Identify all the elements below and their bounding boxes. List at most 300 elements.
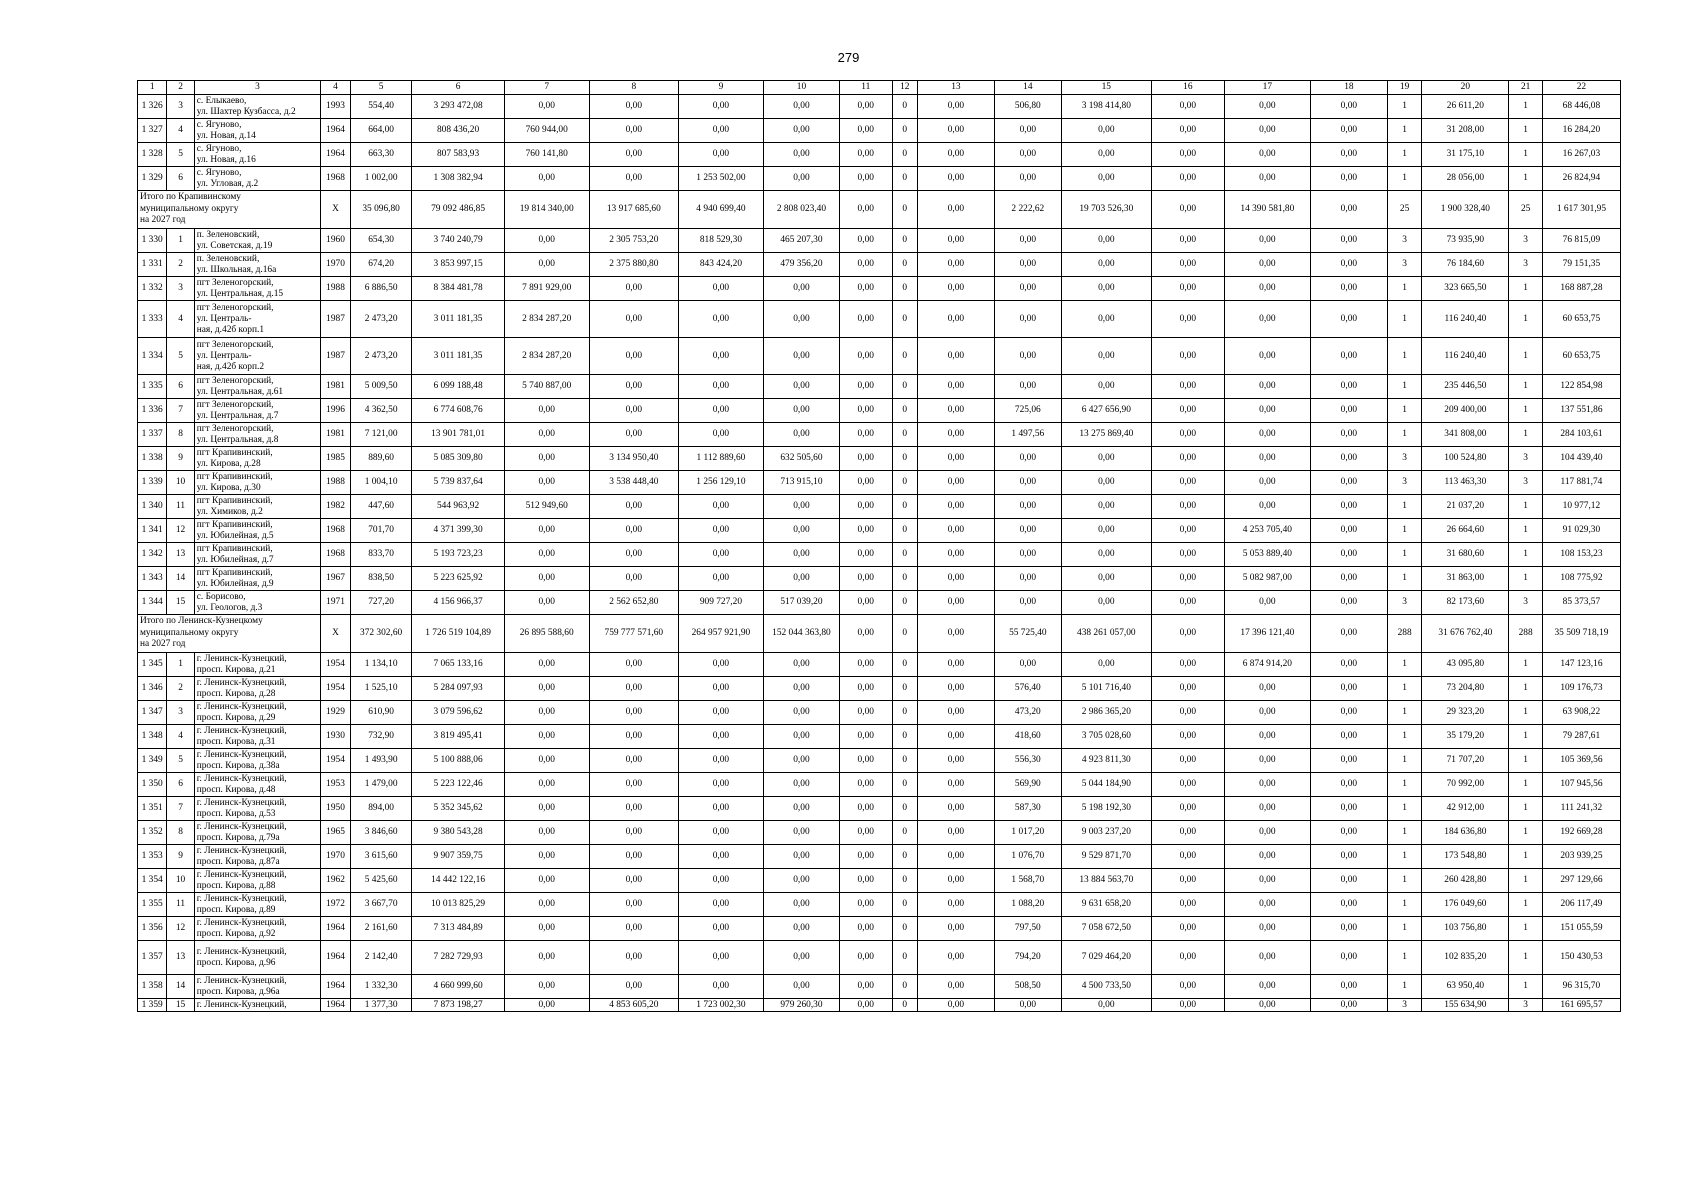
table-row — [138, 543, 1621, 567]
table-cell: 0,00 — [763, 277, 839, 301]
table-cell: 1 134,10 — [350, 653, 412, 677]
table-cell: 13 — [167, 941, 194, 975]
table-cell: 0,00 — [504, 917, 589, 941]
table-cell: 5 193 723,23 — [412, 543, 504, 567]
table-cell: 0,00 — [589, 653, 678, 677]
table-cell: 0,00 — [917, 567, 994, 591]
table-cell: 0,00 — [504, 975, 589, 999]
table-cell: 0,00 — [1310, 615, 1387, 653]
table-cell: 0,00 — [1310, 869, 1387, 893]
table-cell: 909 727,20 — [678, 591, 763, 615]
table-cell: 7 313 484,89 — [412, 917, 504, 941]
table-cell: 0 — [892, 591, 917, 615]
table-cell: 0,00 — [589, 975, 678, 999]
table-cell: 0,00 — [763, 917, 839, 941]
table-cell: 0,00 — [504, 167, 589, 191]
row-number-cell: 1 344 — [138, 591, 167, 615]
table-cell: 0,00 — [917, 845, 994, 869]
table-cell: 1 568,70 — [994, 869, 1061, 893]
table-cell: 0,00 — [1224, 399, 1310, 423]
row-number-cell: 1 351 — [138, 797, 167, 821]
table-cell: 105 369,56 — [1542, 749, 1620, 773]
table-cell: 1950 — [321, 797, 350, 821]
table-cell: 0,00 — [504, 95, 589, 119]
table-cell: 1 — [1509, 749, 1542, 773]
table-cell: 0,00 — [1224, 773, 1310, 797]
table-cell: 0,00 — [917, 423, 994, 447]
table-cell: 0 — [892, 301, 917, 338]
table-cell: 1987 — [321, 301, 350, 338]
table-cell: 137 551,86 — [1542, 399, 1620, 423]
table-cell: 760 141,80 — [504, 143, 589, 167]
table-cell: 610,90 — [350, 701, 412, 725]
table-cell: 1 — [1509, 567, 1542, 591]
table-cell: 0,00 — [1310, 543, 1387, 567]
table-cell: 1982 — [321, 495, 350, 519]
table-cell: 0,00 — [1151, 701, 1224, 725]
table-cell: 31 208,00 — [1422, 119, 1509, 143]
table-cell: 42 912,00 — [1422, 797, 1509, 821]
table-cell: 3 — [1509, 253, 1542, 277]
column-header: 16 — [1151, 81, 1224, 95]
table-cell: 0,00 — [1224, 845, 1310, 869]
table-cell: 0,00 — [839, 797, 892, 821]
table-cell: 111 241,32 — [1542, 797, 1620, 821]
table-cell: 663,30 — [350, 143, 412, 167]
table-cell: 1996 — [321, 399, 350, 423]
table-cell: 3 667,70 — [350, 893, 412, 917]
table-cell: 0,00 — [589, 701, 678, 725]
table-cell: 0,00 — [504, 543, 589, 567]
table-cell: 3 740 240,79 — [412, 229, 504, 253]
table-cell: 0,00 — [1224, 591, 1310, 615]
table-cell: 1 — [167, 229, 194, 253]
table-row — [138, 143, 1621, 167]
table-cell: 1964 — [321, 143, 350, 167]
table-cell: 0,00 — [678, 677, 763, 701]
table-cell: 0,00 — [1310, 229, 1387, 253]
table-cell: 0,00 — [1151, 725, 1224, 749]
table-cell: 0,00 — [1310, 167, 1387, 191]
address-cell: с. Ягуново, ул. Новая, д.14 — [194, 119, 321, 143]
table-cell: 0,00 — [678, 773, 763, 797]
table-cell: 13 — [167, 543, 194, 567]
table-cell: 1 — [167, 653, 194, 677]
table-cell: 31 680,60 — [1422, 543, 1509, 567]
table-cell: 0,00 — [504, 519, 589, 543]
table-cell: 0,00 — [1224, 701, 1310, 725]
table-cell: 13 901 781,01 — [412, 423, 504, 447]
table-cell: 0,00 — [504, 591, 589, 615]
table-cell: 0,00 — [763, 677, 839, 701]
table-cell: 632 505,60 — [763, 447, 839, 471]
table-cell: 3 538 448,40 — [589, 471, 678, 495]
table-cell: 0,00 — [1310, 893, 1387, 917]
table-cell: 0,00 — [994, 375, 1061, 399]
table-cell: 0,00 — [917, 519, 994, 543]
row-number-cell: 1 358 — [138, 975, 167, 999]
column-header: 20 — [1422, 81, 1509, 95]
table-cell: 0,00 — [917, 301, 994, 338]
table-cell: 0,00 — [917, 821, 994, 845]
table-cell: 55 725,40 — [994, 615, 1061, 653]
table-cell: 0,00 — [1151, 567, 1224, 591]
table-cell: 9 907 359,75 — [412, 845, 504, 869]
table-cell: 3 079 596,62 — [412, 701, 504, 725]
table-cell: 109 176,73 — [1542, 677, 1620, 701]
table-cell: 2 142,40 — [350, 941, 412, 975]
table-cell: 0,00 — [839, 821, 892, 845]
table-cell: 0,00 — [1224, 301, 1310, 338]
table-row — [138, 893, 1621, 917]
table-cell: 0,00 — [1151, 143, 1224, 167]
table-cell: 15 — [167, 999, 194, 1012]
table-cell: 6 — [167, 167, 194, 191]
table-row — [138, 495, 1621, 519]
table-row — [138, 229, 1621, 253]
table-cell: 0,00 — [1151, 845, 1224, 869]
column-header: 13 — [917, 81, 994, 95]
table-row — [138, 447, 1621, 471]
table-cell: 2 222,62 — [994, 191, 1061, 229]
table-cell: 0,00 — [1310, 95, 1387, 119]
row-number-cell: 1 337 — [138, 423, 167, 447]
address-cell: г. Ленинск-Кузнецкий, просп. Кирова, д.29 — [194, 701, 321, 725]
table-cell: 0,00 — [917, 167, 994, 191]
row-number-cell: 1 334 — [138, 338, 167, 375]
table-cell: 11 — [167, 893, 194, 917]
table-cell: 1 — [1509, 797, 1542, 821]
total-label: Итого по Крапивинскому муниципальному округу на 2027 год — [138, 191, 321, 229]
table-cell: 3 615,60 — [350, 845, 412, 869]
table-cell: 0 — [892, 869, 917, 893]
table-cell: 0,00 — [763, 845, 839, 869]
table-cell: 0,00 — [1310, 701, 1387, 725]
address-cell: г. Ленинск-Кузнецкий, — [194, 999, 321, 1012]
table-cell: 2 473,20 — [350, 338, 412, 375]
table-cell: 0,00 — [994, 999, 1061, 1012]
table-cell: 3 011 181,35 — [412, 338, 504, 375]
address-cell: пгт Крапивинский, ул. Юбилейная, д.7 — [194, 543, 321, 567]
row-number-cell: 1 346 — [138, 677, 167, 701]
table-cell: 0,00 — [1310, 375, 1387, 399]
table-cell: 0,00 — [678, 423, 763, 447]
table-cell: 1 497,56 — [994, 423, 1061, 447]
table-cell: X — [321, 191, 350, 229]
table-cell: 0,00 — [678, 701, 763, 725]
table-cell: 5 425,60 — [350, 869, 412, 893]
table-cell: 5 082 987,00 — [1224, 567, 1310, 591]
column-header: 11 — [839, 81, 892, 95]
table-cell: 512 949,60 — [504, 495, 589, 519]
table-cell: 3 134 950,40 — [589, 447, 678, 471]
table-cell: 0,00 — [994, 229, 1061, 253]
table-cell: 0,00 — [589, 301, 678, 338]
table-cell: 1954 — [321, 653, 350, 677]
table-cell: 0,00 — [1310, 338, 1387, 375]
table-cell: 1968 — [321, 543, 350, 567]
table-row — [138, 917, 1621, 941]
table-cell: 13 917 685,60 — [589, 191, 678, 229]
table-cell: 0,00 — [678, 495, 763, 519]
table-cell: 0,00 — [839, 567, 892, 591]
table-cell: 0,00 — [917, 447, 994, 471]
table-cell: 1 — [1387, 749, 1421, 773]
table-cell: 147 123,16 — [1542, 653, 1620, 677]
table-cell: 1 — [1509, 975, 1542, 999]
address-cell: пгт Крапивинский, ул. Юбилейная, д.5 — [194, 519, 321, 543]
table-cell: 0,00 — [1224, 725, 1310, 749]
table-cell: 1953 — [321, 773, 350, 797]
table-cell: 7 282 729,93 — [412, 941, 504, 975]
table-cell: 0,00 — [678, 917, 763, 941]
table-cell: 1 — [1509, 119, 1542, 143]
table-row — [138, 423, 1621, 447]
column-header: 21 — [1509, 81, 1542, 95]
table-cell: 0,00 — [839, 749, 892, 773]
address-cell: г. Ленинск-Кузнецкий, просп. Кирова, д.38а — [194, 749, 321, 773]
table-cell: 25 — [1509, 191, 1542, 229]
table-cell: 0,00 — [839, 773, 892, 797]
table-cell: 14 442 122,16 — [412, 869, 504, 893]
table-cell: 0 — [892, 797, 917, 821]
table-row — [138, 567, 1621, 591]
table-cell: 0 — [892, 399, 917, 423]
table-cell: 0 — [892, 167, 917, 191]
table-cell: 0,00 — [763, 399, 839, 423]
table-cell: 0,00 — [1061, 591, 1151, 615]
table-cell: 5 — [167, 338, 194, 375]
table-cell: 2 — [167, 253, 194, 277]
table-cell: 894,00 — [350, 797, 412, 821]
table-cell: 0,00 — [917, 543, 994, 567]
table-cell: 1981 — [321, 423, 350, 447]
table-cell: 1962 — [321, 869, 350, 893]
table-cell: 1 — [1509, 95, 1542, 119]
table-cell: 1 617 301,95 — [1542, 191, 1620, 229]
total-label: Итого по Ленинск-Кузнецкому муниципальному округу на 2027 год — [138, 615, 321, 653]
table-cell: 0,00 — [1151, 917, 1224, 941]
table-cell: 1971 — [321, 591, 350, 615]
table-cell: 1968 — [321, 167, 350, 191]
table-cell: 0,00 — [917, 229, 994, 253]
table-cell: 1 723 002,30 — [678, 999, 763, 1012]
table-cell: 1954 — [321, 749, 350, 773]
table-body — [138, 95, 1621, 1012]
table-cell: 0,00 — [1061, 338, 1151, 375]
table-cell: 108 775,92 — [1542, 567, 1620, 591]
table-cell: 0,00 — [917, 338, 994, 375]
table-cell: 979 260,30 — [763, 999, 839, 1012]
row-number-cell: 1 352 — [138, 821, 167, 845]
table-cell: 3 — [167, 701, 194, 725]
table-cell: 0,00 — [763, 821, 839, 845]
table-cell: 2 305 753,20 — [589, 229, 678, 253]
table-cell: 1 — [1509, 375, 1542, 399]
table-cell: 0,00 — [763, 519, 839, 543]
address-cell: г. Ленинск-Кузнецкий, просп. Кирова, д.88 — [194, 869, 321, 893]
table-cell: 0,00 — [1151, 375, 1224, 399]
row-number-cell: 1 332 — [138, 277, 167, 301]
table-cell: 2 — [167, 677, 194, 701]
table-cell: 0,00 — [1151, 167, 1224, 191]
table-cell: 5 223 625,92 — [412, 567, 504, 591]
table-cell: 818 529,30 — [678, 229, 763, 253]
table-cell: 0,00 — [589, 167, 678, 191]
table-cell: 12 — [167, 519, 194, 543]
table-cell: 29 323,20 — [1422, 701, 1509, 725]
table-cell: 1 076,70 — [994, 845, 1061, 869]
table-cell: 0,00 — [1310, 143, 1387, 167]
table-cell: 0,00 — [1061, 999, 1151, 1012]
table-cell: 1 256 129,10 — [678, 471, 763, 495]
table-cell: 1 002,00 — [350, 167, 412, 191]
table-cell: 0,00 — [589, 797, 678, 821]
table-cell: 1972 — [321, 893, 350, 917]
row-number-cell: 1 327 — [138, 119, 167, 143]
table-cell: 14 — [167, 975, 194, 999]
table-cell: 0,00 — [1224, 797, 1310, 821]
table-cell: 0,00 — [1151, 301, 1224, 338]
row-number-cell: 1 340 — [138, 495, 167, 519]
table-cell: 0,00 — [589, 399, 678, 423]
table-row — [138, 869, 1621, 893]
table-cell: 1985 — [321, 447, 350, 471]
table-cell: 0,00 — [678, 543, 763, 567]
table-cell: 173 548,80 — [1422, 845, 1509, 869]
table-cell: 3 819 495,41 — [412, 725, 504, 749]
table-cell: 0,00 — [1061, 301, 1151, 338]
table-cell: 0,00 — [1061, 567, 1151, 591]
table-cell: 0,00 — [1151, 519, 1224, 543]
table-row — [138, 119, 1621, 143]
table-cell: 0,00 — [589, 423, 678, 447]
row-number-cell: 1 347 — [138, 701, 167, 725]
table-cell: 0,00 — [1224, 167, 1310, 191]
table-cell: 0,00 — [1224, 893, 1310, 917]
table-cell: 35 509 718,19 — [1542, 615, 1620, 653]
table-cell: 113 463,30 — [1422, 471, 1509, 495]
table-cell: 4 660 999,60 — [412, 975, 504, 999]
table-cell: 28 056,00 — [1422, 167, 1509, 191]
table-cell: 0 — [892, 143, 917, 167]
table-cell: 0,00 — [1310, 567, 1387, 591]
table-cell: 264 957 921,90 — [678, 615, 763, 653]
table-cell: 0,00 — [994, 567, 1061, 591]
table-cell: 0,00 — [917, 615, 994, 653]
table-cell: 808 436,20 — [412, 119, 504, 143]
table-cell: 0,00 — [504, 869, 589, 893]
table-cell: 0,00 — [1310, 749, 1387, 773]
table-cell: 0,00 — [839, 253, 892, 277]
table-cell: 4 371 399,30 — [412, 519, 504, 543]
table-cell: 79 151,35 — [1542, 253, 1620, 277]
table-cell: 117 881,74 — [1542, 471, 1620, 495]
table-cell: 0,00 — [504, 941, 589, 975]
table-cell: 4 853 605,20 — [589, 999, 678, 1012]
table-cell: 438 261 057,00 — [1061, 615, 1151, 653]
table-cell: 79 092 486,85 — [412, 191, 504, 229]
table-cell: 889,60 — [350, 447, 412, 471]
table-cell: 0,00 — [917, 917, 994, 941]
table-cell: 0,00 — [1310, 253, 1387, 277]
table-cell: 1988 — [321, 471, 350, 495]
table-cell: 43 095,80 — [1422, 653, 1509, 677]
table-cell: 1 — [1509, 845, 1542, 869]
table-cell: 3 853 997,15 — [412, 253, 504, 277]
table-cell: 0,00 — [589, 725, 678, 749]
address-cell: г. Ленинск-Кузнецкий, просп. Кирова, д.96а — [194, 975, 321, 999]
table-cell: 1 004,10 — [350, 471, 412, 495]
table-row — [138, 749, 1621, 773]
address-cell: с. Ягуново, ул. Угловая, д.2 — [194, 167, 321, 191]
table-cell: 0,00 — [839, 301, 892, 338]
table-cell: 0,00 — [1151, 773, 1224, 797]
table-cell: 0 — [892, 519, 917, 543]
table-cell: 0,00 — [1224, 975, 1310, 999]
table-cell: 0,00 — [763, 701, 839, 725]
table-cell: 0,00 — [1061, 253, 1151, 277]
table-cell: 11 — [167, 495, 194, 519]
table-cell: 235 446,50 — [1422, 375, 1509, 399]
table-cell: 100 524,80 — [1422, 447, 1509, 471]
table-cell: 0,00 — [1310, 447, 1387, 471]
table-cell: 1 — [1387, 701, 1421, 725]
table-cell: 0,00 — [917, 591, 994, 615]
table-cell: 0,00 — [678, 725, 763, 749]
table-cell: 152 044 363,80 — [763, 615, 839, 653]
table-row — [138, 253, 1621, 277]
table-cell: 3 846,60 — [350, 821, 412, 845]
table-cell: 4 — [167, 301, 194, 338]
table-cell: 0,00 — [839, 471, 892, 495]
table-cell: 1 — [1509, 869, 1542, 893]
table-cell: 5 053 889,40 — [1224, 543, 1310, 567]
table-cell: 192 669,28 — [1542, 821, 1620, 845]
table-cell: 0,00 — [839, 999, 892, 1012]
table-cell: 0,00 — [917, 191, 994, 229]
table-cell: 10 — [167, 471, 194, 495]
table-cell: 0,00 — [678, 821, 763, 845]
table-cell: 3 — [1387, 471, 1421, 495]
table-cell: 0,00 — [763, 725, 839, 749]
table-cell: 0,00 — [589, 869, 678, 893]
table-cell: 0,00 — [917, 143, 994, 167]
table-cell: 554,40 — [350, 95, 412, 119]
table-cell: 0,00 — [589, 821, 678, 845]
column-header: 18 — [1310, 81, 1387, 95]
table-cell: 587,30 — [994, 797, 1061, 821]
table-cell: 0,00 — [504, 229, 589, 253]
table-cell: 70 992,00 — [1422, 773, 1509, 797]
table-cell: 0,00 — [839, 893, 892, 917]
row-number-cell: 1 354 — [138, 869, 167, 893]
table-cell: 0,00 — [839, 653, 892, 677]
table-cell: 0,00 — [994, 253, 1061, 277]
table-cell: 0,00 — [1061, 143, 1151, 167]
table-cell: 3 — [1509, 447, 1542, 471]
table-cell: 0,00 — [1310, 797, 1387, 821]
table-cell: 2 808 023,40 — [763, 191, 839, 229]
table-cell: 0,00 — [678, 797, 763, 821]
table-cell: 0,00 — [504, 797, 589, 821]
table-cell: 3 705 028,60 — [1061, 725, 1151, 749]
table-cell: 0,00 — [994, 471, 1061, 495]
table-cell: 1 — [1387, 519, 1421, 543]
table-row — [138, 95, 1621, 119]
table-row — [138, 975, 1621, 999]
table-cell: 1 — [1509, 519, 1542, 543]
